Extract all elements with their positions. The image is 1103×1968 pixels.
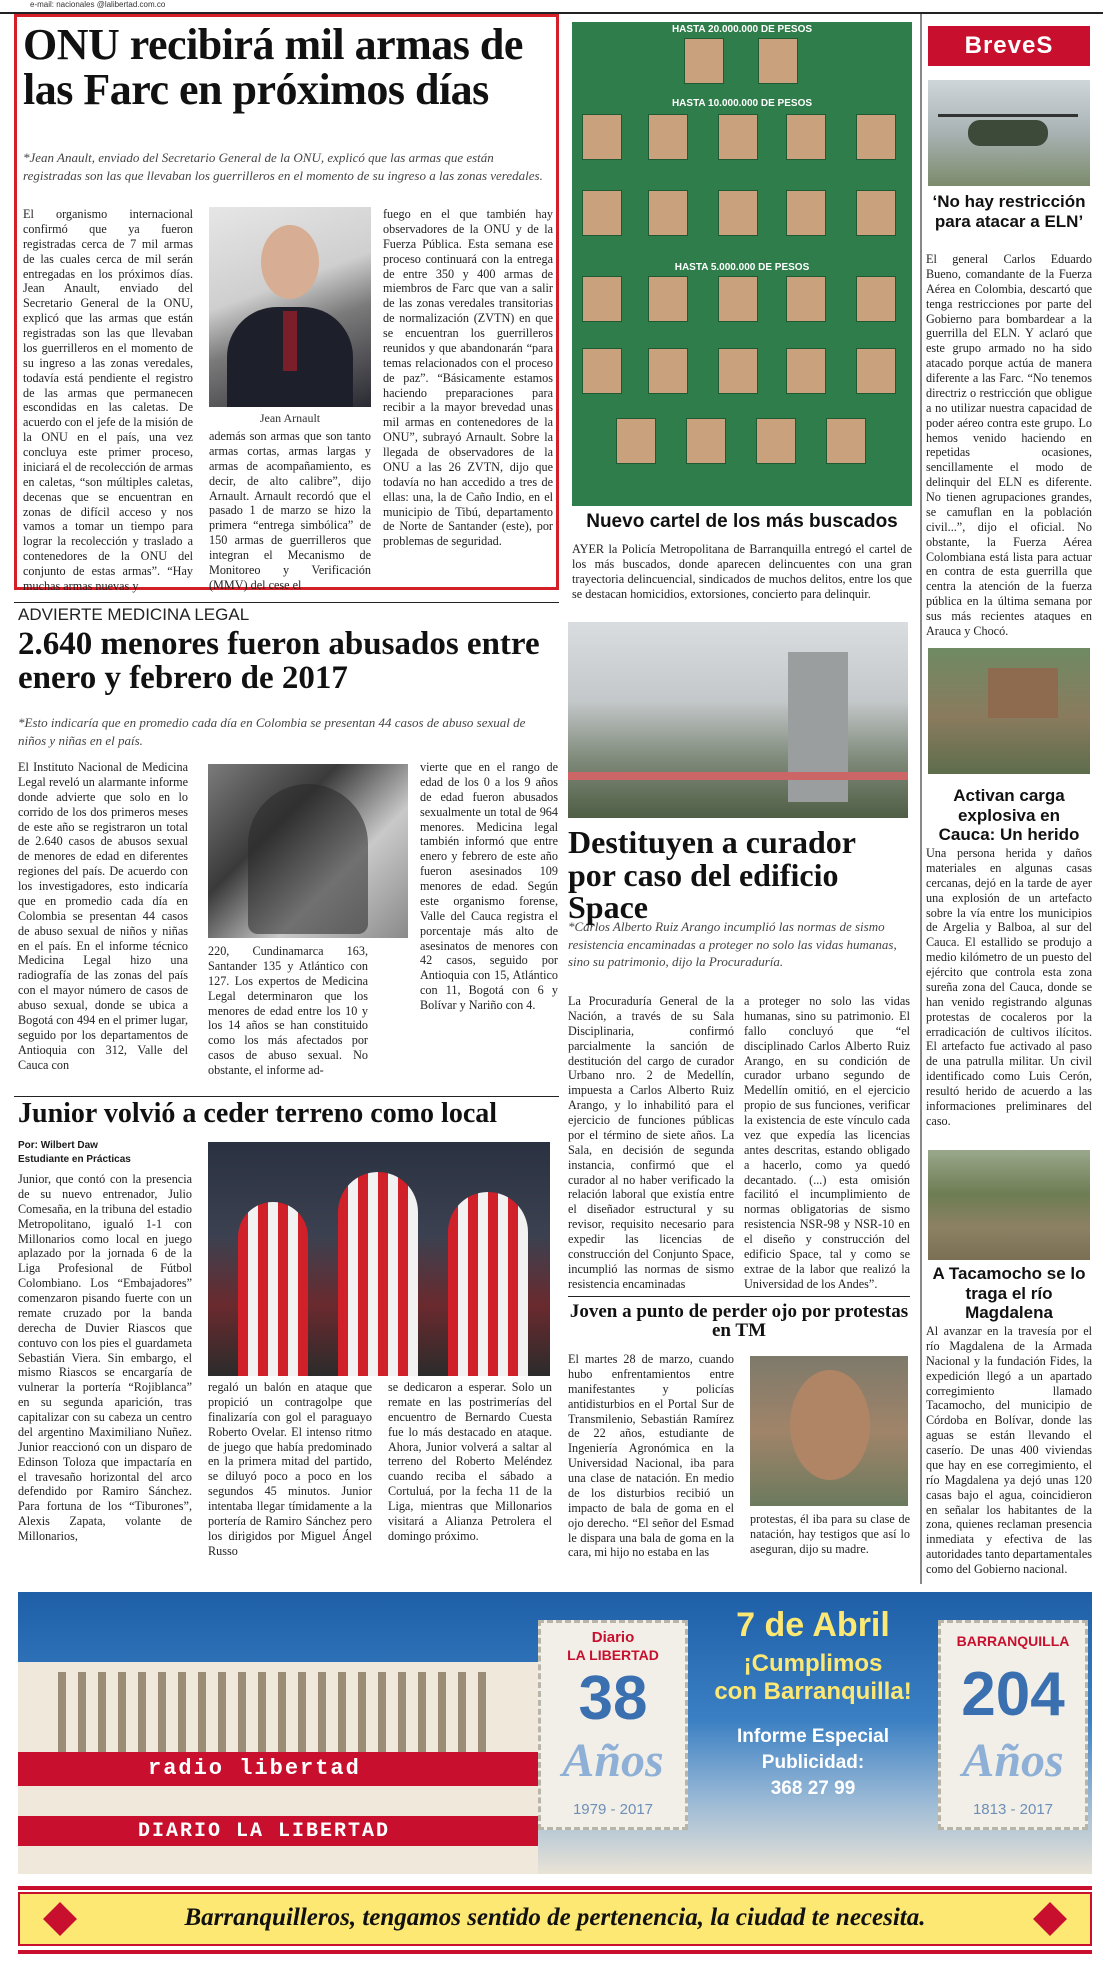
mugshot [648, 190, 688, 236]
lead-col-3: fuego en el que también hay observadores de la ONU y de la Fuerza Pública. Esta semana ese proceso continuará con la entrega de entre 350 y 400 armas de miembros de Farc que van a salir de las zonas veredales transitorias de normalización (ZVTN) en que se encuentran los guerrilleros reunidos y que abandonarán “para temas relacionados con el proceso de paz”. “Básicamente estamos haciendo preparaciones para recibir a la mayor brevedad unas mil armas en contenedores de la ONU”, subrayó Arnault. Sobre la llegada de observadores de la ONU a las 26 ZVTN, dijo que todavía no han accedido a tres de ellas: una, la de Caño Indio, en el municipio de Tibú, departamento de Norte de Santander (este), por problemas de seguridad. [383, 207, 553, 549]
stamp-38 [538, 1620, 688, 1830]
breve-2-body: Una persona herida y daños materiales en algunas casas cercanas, dejó en la tarde de ayer una explosión de un artefacto sobre la vía entre los municipios de Argelia y Balboa, al sur del Cauca. El estallido se produjo a medio kilómetro de un puesto del ejército que controla esta zona sureña zona del Cauca, donde se han venido registrando algunas protestas de cocaleros por la erradicación de cultivos ilícitos. El artefacto fue activado al paso de una patrulla militar. Un civil identificado como Luis Cerón, resultó herido de acuerdo a las informaciones preliminares del caso. [926, 846, 1092, 1128]
junior-byline-role: Estudiante en Prácticas [18, 1154, 131, 1165]
sign-diario-la-libertad: DIARIO LA LIBERTAD [138, 1820, 391, 1843]
mugshot [856, 348, 896, 394]
email-line: e-mail: nacionales @lalibertad.com.co [0, 0, 1103, 14]
tm-col-2: protestas, él iba para su clase de natación, hay testigos que así lo aseguran, dijo su madre. [750, 1512, 910, 1556]
stamp-204-number: 204 [961, 1660, 1065, 1729]
tie-shape [283, 311, 297, 371]
curador-dek: *Carlos Alberto Ruiz Arango incumplió las normas de sismo resistencia encaminadas a proteger no solo las vidas humanas, sino su patrimonio, dijo la Procuraduría. [568, 919, 897, 970]
footer-bottom-rule [18, 1950, 1092, 1954]
medicina-col-2: 220, Cundinamarca 163, Santander 135 y Atlántico con 127. Los expertos de Medicina Legal determinaron que los menores de edad entre los 10 y los 14 años se han constituido como los más afectados por casos de abuso sexual. No obstante, el informe ad- [208, 944, 368, 1077]
section-rule [14, 1096, 559, 1097]
footer-top-rule [18, 1886, 1092, 1890]
footer-slogan: Barranquilleros, tengamos sentido de pertenencia, la ciudad te necesita. [184, 1904, 926, 1931]
jean-arnault-caption: Jean Arnault [259, 411, 321, 425]
jean-arnault-photo [209, 207, 371, 407]
stamp-38-years-word: Años [562, 1734, 664, 1787]
mugshot [616, 418, 656, 464]
mugshot [718, 348, 758, 394]
mugshot [718, 114, 758, 160]
lead-headline: ONU recibirá mil armas de las Farc en próximos días [23, 20, 523, 114]
stamp-204-range: 1813 - 2017 [972, 1801, 1054, 1818]
breve-1-body: El general Carlos Eduardo Bueno, comandante de la Fuerza Aérea en Colombia, descartó que tenga restricciones por parte del Gobierno para bombardear a la guerrilla del ELN. Y aclaró que este grupo armado no ha sido atacado porque actúa de manera diferente a las Farc. “No tenemos directriz o restricción que obligue a no utilizar nuestra capacidad de poder aéreo contra este grupo. Lo hemos venido haciendo en repetidas ocasiones, sencillamente el modo de delinquir del ELN es diferente. No tienen agrupaciones grandes, se camuflan en la población civil...”, dijo el oficial. No obstante, la Fuerza Aérea Colombiana está lista para actuar en contra de esta guerrilla que centra la atención de la fuerza pública en la última semana por sus más recientes ataques en Arauca y Chocó. [926, 252, 1092, 638]
stamp-38-range: 1979 - 2017 [572, 1801, 654, 1818]
mugshot [582, 190, 622, 236]
stamp-38-name: LA LIBERTAD [567, 1647, 659, 1663]
football-photo [208, 1142, 550, 1376]
lead-col-1: El organismo internacional confirmó que ya fueron registradas cerca de 7 mil armas de las cuales cerca de mil serán entregadas en los próximos días. Jean Anault, enviado del Secretario General de la ONU, explicó que las armas que están registradas son las que llevaban los guerrilleros en el momento de su ingreso a las zonas veredales, todavía está pendiente el registro de las armas que permanecen escondidas en las caletas. De acuerdo con el jefe de la misión de la ONU en el país, una vez concluya este primer proceso, iniciará el de recolección de armas en caletas, “son múltiples caletas, decenas que se encuentran en zonas de difícil acceso y nos vamos a tomar un tiempo para lograr la recolección y traslado a contenedores de la ONU del conjunto de estas armas”. “Hay muchas armas nuevas y [23, 207, 193, 593]
footer-banner [18, 1892, 1092, 1946]
face-shape [790, 1370, 870, 1480]
mugshot [786, 348, 826, 394]
window-grid [58, 1672, 498, 1752]
abuse-photo [208, 764, 408, 938]
space-building-photo [568, 622, 908, 818]
breve-1-headline: ‘No hay restricción para atacar a ELN’ [932, 192, 1086, 231]
junior-byline: Por: Wilbert Daw [18, 1140, 98, 1151]
sidebar-rule [920, 14, 922, 1584]
figure-shape [248, 784, 368, 934]
ad-slogan-2: con Barranquilla! [714, 1678, 912, 1705]
cauca-photo [928, 648, 1090, 774]
lead-col-2: además son armas que son tanto armas cortas, armas largas y armas de acompañamiento, es decir, de alto calibre”, dijo Arnault. Arnault recordó que el pasado 1 de marzo se hizo la primera “entrega simbólica” de 150 armas de guerrilleros que integran el Mecanismo de Monitoreo y Verificación (MMV) del cese el [209, 429, 371, 592]
mugshot [786, 190, 826, 236]
tm-col-1: El martes 28 de marzo, cuando hubo enfrentamientos entre manifestantes y policías antidisturbios en el Portal Sur de Transmilenio, Sebastián Ramírez de 22 años, estudiante de Ingeniería Agronómica en la Universidad Nacional, iba para una clase de natación. En medio de los disturbios recibió un impacto de bala de goma en el ojo derecho. “El señor del Esmad le dispara una bala de goma en la cara, mi hijo no estaba en las [568, 1352, 734, 1560]
mugshot [718, 276, 758, 322]
tier-2-label: HASTA 10.000.000 DE PESOS [671, 98, 813, 109]
mugshot [718, 190, 758, 236]
mugshot [786, 114, 826, 160]
lead-dek: *Jean Anault, enviado del Secretario General de la ONU, explicó que las armas que están registradas son las que llevaban los guerrilleros en el momento de su ingreso a las zonas veredales. [23, 150, 543, 183]
mugshot [758, 38, 798, 84]
breve-3-body: Al avanzar en la travesía por el río Magdalena de la Armada Nacional y la fundación Fides, la expedición llegó a un apartado corregimiento llamado Tacamocho, del municipio de Córdoba en Bolívar, donde las aguas se están llevando el caserío. De unas 400 viviendas que hay en ese corregimiento, el río Magdalena ya dejó unas 120 casas bajo el agua, coincidieron en señalar los habitantes de la zona, quienes reclaman presencia inmediata y efectiva de las autoridades tanto departamentales como del Gobierno nacional. [926, 1324, 1092, 1576]
player-shape [448, 1192, 528, 1376]
ad-informe: Informe Especial [736, 1726, 890, 1747]
anniversary-ad [18, 1592, 1092, 1874]
junior-col-3: se dedicaron a esperar. Solo un remate en las postrimerías del encuentro de Bernardo Cuesta fue lo más destacado en ataque. Ahora, Junior volverá a saltar al terreno del Roberto Meléndez cuando reciba el sábado a Cortuluá, por la fecha 11 de la Liga, mientras que Millonarios visitará a Alianza Petrolera el domingo próximo. [388, 1380, 552, 1543]
stamp-204-city: BARRANQUILLA [956, 1633, 1070, 1649]
mugshot [582, 348, 622, 394]
curador-headline: Destituyen a curador por caso del edificio Space [568, 824, 856, 926]
sign-radio-libertad: radio libertad [148, 1756, 361, 1781]
curador-col-2: a proteger no solo las vidas humanas, sino su patrimonio. El fallo concluyó que “el disciplinado Carlos Alberto Ruiz Arango, en su condición de curador urbano segundo de Medellín omitió, en el ejercicio propio de sus funciones, verificar la existencia de este vínculo cada vez que expedía las licencias antes descritas, estando obligado a hacerlo, como ya quedó decantado. (...) esta omisión facilitó el incumplimiento de normas obligatorias de sismo resistencia NSR-98 y NSR-10 en el diseño y construcción del edificio Space, tal y como se extrae de la labor que realizó la Universidad de los Andes”. [744, 994, 910, 1291]
tier-1-label: HASTA 20.000.000 DE PESOS [671, 24, 813, 35]
mugshot [648, 348, 688, 394]
mugshot [826, 418, 866, 464]
rotor-shape [938, 114, 1078, 117]
mugshot [856, 190, 896, 236]
medicina-dek: *Esto indicaría que en promedio cada día en Colombia se presentan 44 casos de abuso sexual de niños y niñas en el país. [18, 715, 526, 748]
cartel-body: AYER la Policía Metropolitana de Barranquilla entregó el cartel de los más buscados, donde aparecen delincuentes con una gran trayectoria delincuencial, sindicados de muchos delitos, entre los que se destacan homicidios, extorsiones, concierto para delinquir. [572, 542, 912, 601]
player-shape [238, 1202, 308, 1376]
section-rule [14, 602, 559, 603]
house-shape [988, 668, 1058, 718]
ad-date: 7 de Abril [736, 1606, 890, 1644]
helicopter-shape [968, 120, 1048, 146]
lead-story-box [14, 14, 559, 593]
mugshot [582, 114, 622, 160]
mugshot [686, 418, 726, 464]
mugshot [684, 38, 724, 84]
curador-col-1: La Procuraduría General de la Nación, a través de su Sala Disciplinaria, confirmó parcialmente la sanción de destitución del cargo de curador Urbano nro. 2 de Medellín, impuesta a Carlos Alberto Ruiz Arango, y lo inhabilitó para el ejercicio de funciones públicas por el término de siete años. La Sala, en decisión de segunda instancia, confirmó que el curador al no haber verificado la relación laboral que existía entre el diseñador estructural y su revisor, requisito necesario para expedir las licencias de construcción del Conjunto Space, incumplió las normas de sismo resistencia encaminadas [568, 994, 734, 1291]
junior-headline: Junior volvió a ceder terreno como local [18, 1098, 498, 1129]
mugshot [786, 276, 826, 322]
mugshot [856, 114, 896, 160]
diamond-left-icon [43, 1902, 77, 1936]
medicina-kicker: ADVIERTE MEDICINA LEGAL [18, 605, 250, 624]
fence-shape [568, 772, 908, 780]
breve-3-headline: A Tacamocho se lo traga el río Magdalena [932, 1264, 1086, 1323]
stamp-204 [938, 1620, 1088, 1830]
stamp-204-years-word: Años [962, 1734, 1064, 1787]
junior-col-2: regaló un balón en ataque que propició un contragolpe que finalizaría con gol el paraguayo Roberto Ovelar. El intenso ritmo de juego que había predominado en la primera mitad del partido, se diluyó poco a poco en los segundos 45 minutos. Junior intentaba llegar tímidamente a la portería de Ramiro Sánchez pero los dirigidos por Miguel Ángel Russo [208, 1380, 372, 1558]
mugshot [648, 114, 688, 160]
injured-youth-photo [750, 1356, 908, 1506]
mugshot [856, 276, 896, 322]
ad-phone: 368 27 99 [770, 1778, 856, 1799]
player-shape [338, 1172, 418, 1376]
tm-headline: Joven a punto de perder ojo por protestas en TM [569, 1301, 909, 1342]
mugshot [582, 276, 622, 322]
tier-3-label: HASTA 5.000.000 DE PESOS [674, 262, 810, 273]
cartel-headline: Nuevo cartel de los más buscados [586, 511, 898, 532]
face-shape [261, 225, 319, 299]
medicina-col-3: vierte que en el rango de edad de los 0 a los 9 años de edad fueron abusados sexualmente un total de 964 menores. Medicina legal también informó que entre enero y febrero de este año fueron asesinados 109 menores de edad. Según este organismo forense, Valle del Cauca registra el porcentaje más alto de asesinatos de menores con 42 casos, seguido por Antioquia con 15, Atlántico con 11, Bogotá con 6 y Bolívar y Nariño con 4. [420, 760, 558, 1012]
mugshot [756, 418, 796, 464]
breve-2-headline: Activan carga explosiva en Cauca: Un herido [938, 786, 1080, 845]
stamp-38-number: 38 [578, 1664, 648, 1733]
wanted-poster [572, 22, 912, 506]
medicina-headline: 2.640 menores fueron abusados entre enero y febrero de 2017 [18, 626, 540, 696]
stamp-38-diario: Diario [591, 1629, 635, 1646]
mugshot [648, 276, 688, 322]
diamond-right-icon [1033, 1902, 1067, 1936]
tacamocho-photo [928, 1150, 1090, 1260]
helicopter-photo [928, 80, 1090, 186]
junior-col-1: Junior, que contó con la presencia de su nuevo entrenador, Julio Comesaña, en la tribuna del estadio Metropolitano, igualó 1-1 con Millonarios como local en juego aplazado por la jornada 6 de la Liga Profesional de Fútbol Colombiano. Los “Embajadores” comenzaron pisando fuerte con un remate cruzado por la banda derecha de Duvier Riascos que contuvo con los pies el guardameta Sebastián Viera. Sin embargo, el mismo Riascos se encargaría de vulnerar la portería “Rojiblanca” en su segunda aparición, tras capitalizar con su cabeza un centro del argentino Maximiliano Nuñez. Junior reaccionó con un disparo de Edinson Toloza que impactaría en el travesaño horizontal del arco defendido por Ramiro Sánchez. Para fortuna de los “Tiburones”, Alexis Zapata, volante de Millonarios, [18, 1172, 192, 1543]
section-rule [568, 1296, 910, 1297]
medicina-col-1: El Instituto Nacional de Medicina Legal reveló un alarmante informe donde advierte que solo en lo corrido de los dos primeros meses de este año se registraron un total de 2.640 casos de abusos sexual de menores de edad en diferentes regiones del país. De acuerdo con los investigadores, esto indicaría que en promedio cada día en Colombia se presentan 44 casos de abuso sexual de niños y niñas en el país. En el informe técnico Medicina Legal hizo una radiografía de las zonas del país con el mayor número de casos de abuso sexual, donde se ubica a Bogotá con 494 en el primer lugar, seguido por los departamentos de Antioquia con 312, Valle del Cauca con [18, 760, 188, 1072]
ad-slogan-1: ¡Cumplimos [743, 1650, 883, 1677]
breves-title: BreveS [928, 26, 1090, 66]
ad-publicidad: Publicidad: [761, 1752, 865, 1773]
